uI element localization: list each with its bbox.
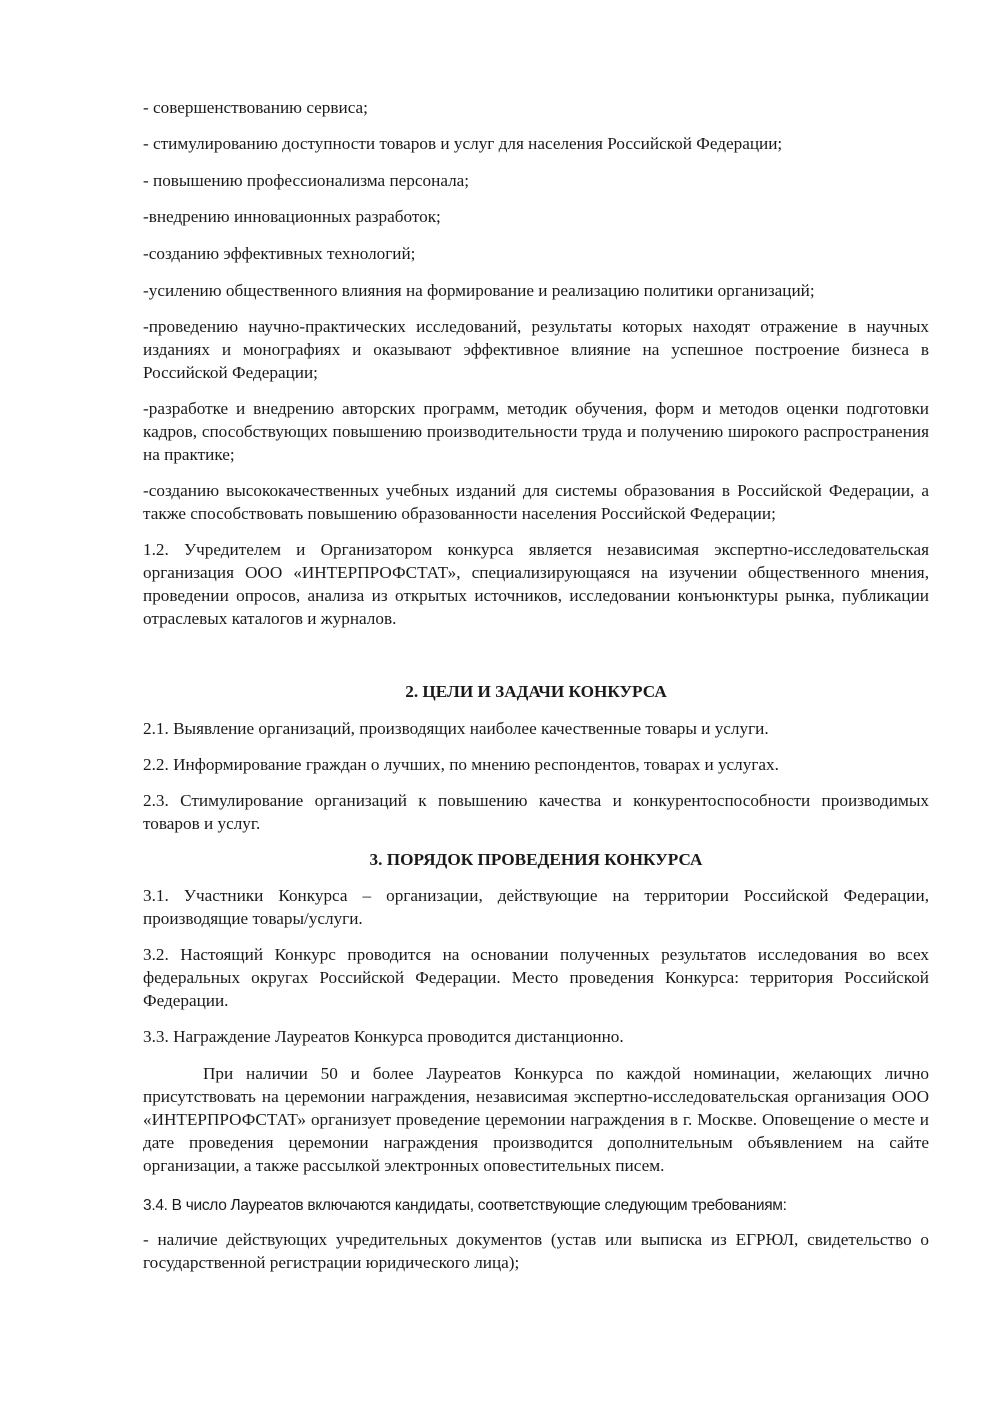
section-2-heading: 2. ЦЕЛИ И ЗАДАЧИ КОНКУРСА (405, 682, 667, 701)
bullet-service-improvement: - совершенствованию сервиса; (143, 98, 368, 117)
clause-3-4: 3.4. В число Лауреатов включаются кандидаты, соответствующие следующим требованиям: (143, 1197, 787, 1214)
bullet-public-influence: -усилению общественного влияния на формирование и реализацию политики организаций; (143, 281, 815, 300)
section-3-heading: 3. ПОРЯДОК ПРОВЕДЕНИЯ КОНКУРСА (369, 850, 703, 869)
clause-3-2: 3.2. Настоящий Конкурс проводится на основании полученных результатов исследования во всех федеральных округах Российской Федерации. Место проведения Конкурса: территория Российской Федерации. (143, 945, 929, 1010)
clause-3-1: 3.1. Участники Конкурса – организации, действующие на территории Российской Федерации, производящие товары/услуги. (143, 886, 929, 928)
bullet-research: -проведению научно-практических исследований, результаты которых находят отражение в научных изданиях и монографиях и оказывают эффективное влияние на успешное построение бизнеса в Российской Федерации; (143, 317, 929, 382)
clause-1-2: 1.2. Учредителем и Организатором конкурса является независимая экспертно-исследовательская организация ООО «ИНТЕРПРОФСТАТ», специализирующаяся на изучении общественного мнения, проведении опросов, анализа из открытых источников, исследовании конъюнктуры рынка, публикации отраслевых каталогов и журналов. (143, 540, 929, 628)
bullet-educational-publications: -созданию высококачественных учебных изданий для системы образования в Российской Федерации, а также способствовать повышению образованности населения Российской Федерации; (143, 481, 929, 523)
clause-2-1: 2.1. Выявление организаций, производящих наиболее качественные товары и услуги. (143, 719, 769, 738)
clause-2-3: 2.3. Стимулирование организаций к повышению качества и конкурентоспособности производимых товаров и услуг. (143, 791, 929, 833)
bullet-innovations: -внедрению инновационных разработок; (143, 207, 441, 226)
bullet-programs: -разработке и внедрению авторских программ, методик обучения, форм и методов оценки подготовки кадров, способствующих повышению производительности труда и получению широкого распространения на практике; (143, 399, 929, 464)
clause-3-3: 3.3. Награждение Лауреатов Конкурса проводится дистанционно. (143, 1027, 624, 1046)
clause-2-2: 2.2. Информирование граждан о лучших, по мнению респондентов, товарах и услугах. (143, 755, 779, 774)
clause-3-3-ceremony: При наличии 50 и более Лауреатов Конкурса по каждой номинации, желающих лично присутствовать на церемонии награждения, независимая экспертно-исследовательская организация ООО «ИНТЕРПРОФСТАТ» организует проведение церемонии награждения в г. Москве. Оповещение о месте и дате проведения церемонии награждения производится дополнительным объявлением на сайте организации, а также рассылкой электронных оповестительных писем. (143, 1064, 929, 1175)
bullet-technologies: -созданию эффективных технологий; (143, 244, 416, 263)
requirement-founding-documents: - наличие действующих учредительных документов (устав или выписка из ЕГРЮЛ, свидетельство о государственной регистрации юридического лица); (143, 1230, 929, 1272)
bullet-availability: - стимулированию доступности товаров и услуг для населения Российской Федерации; (143, 134, 783, 153)
bullet-professionalism: - повышению профессионализма персонала; (143, 171, 470, 190)
